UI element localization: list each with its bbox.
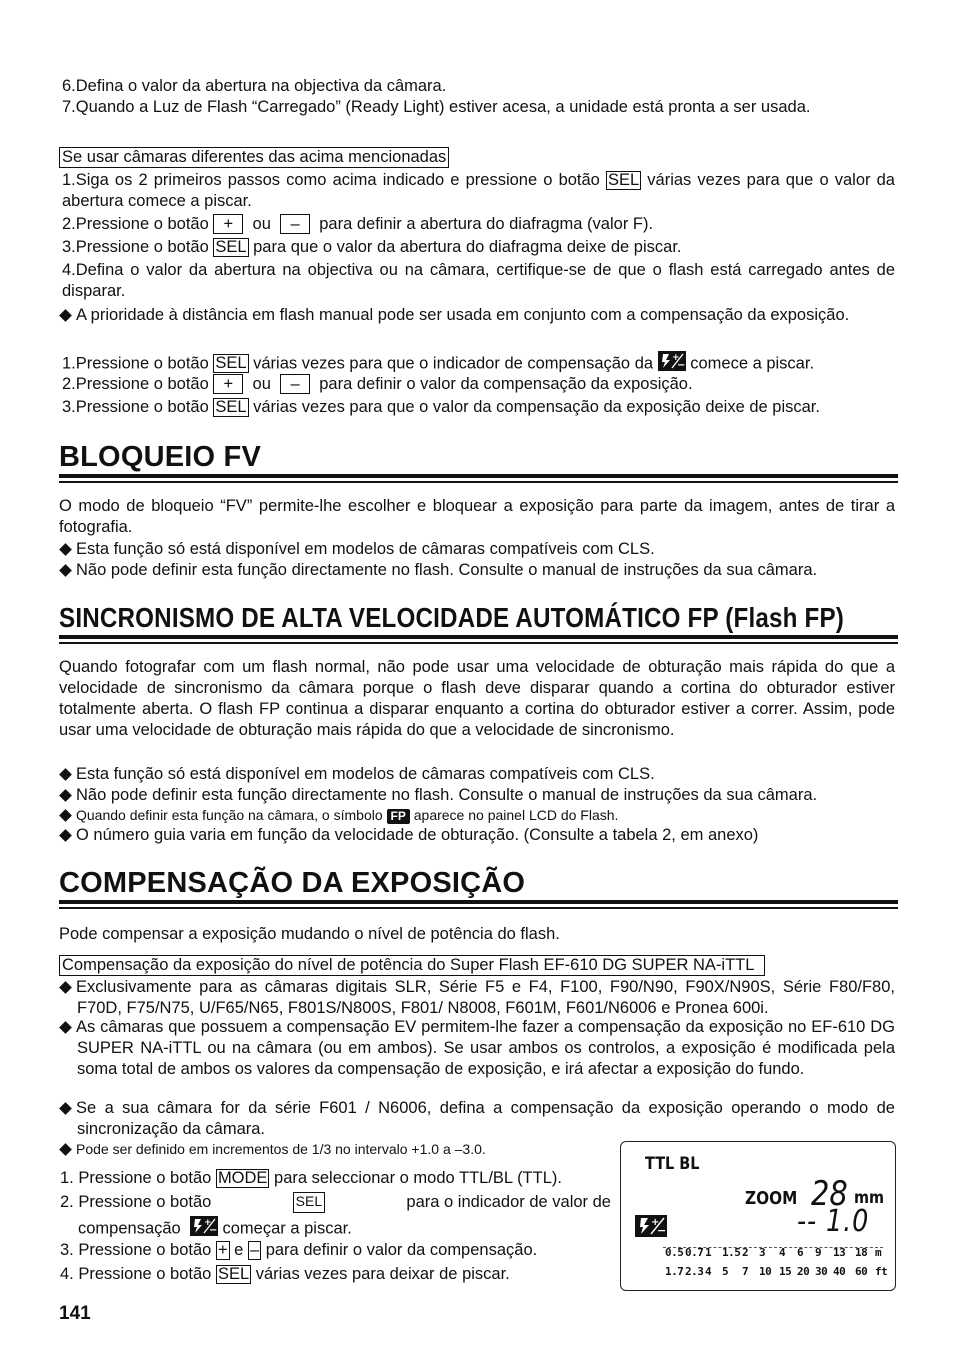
svg-text:+: + — [651, 1217, 660, 1228]
fp-sync-heading: SINCRONISMO DE ALTA VELOCIDADE AUTOMÁTICO FP (Flash FP) — [59, 602, 845, 633]
svg-text:+: + — [671, 353, 680, 363]
lcd-zoom-label: ZOOM — [745, 1188, 798, 1209]
section-rule — [59, 900, 898, 904]
lcd-scale-value: 0.7 — [685, 1246, 704, 1259]
section-rule — [59, 635, 898, 639]
diamond-bullet-icon — [59, 543, 72, 556]
lcd-scale-value: 15 — [779, 1265, 792, 1278]
diamond-bullet-icon — [59, 564, 72, 577]
sel-key-label: SEL — [215, 398, 247, 416]
section-rule — [59, 481, 898, 483]
exposure-step-4: 4. Pressione o botão SEL várias vezes para deixar de piscar. — [60, 1265, 510, 1283]
lcd-panel — [620, 1141, 896, 1291]
lcd-scale-value: 7 — [742, 1265, 749, 1278]
fv-lock-heading: BLOQUEIO FV — [59, 441, 261, 473]
svg-text:−: − — [676, 360, 686, 371]
priority-step-2: 2.Pressione o botão + ou – para definir o valor da compensação da exposição. — [62, 375, 693, 393]
exposure-step-1: 1. Pressione o botão MODE para seleccionar o modo TTL/BL (TTL). — [60, 1169, 562, 1187]
lcd-zoom-value: 28 — [811, 1174, 848, 1214]
lcd-scale-value: 4 — [779, 1246, 786, 1259]
priority-note: A prioridade à distância em flash manual pode ser usada em conjunto com a compensação da exposição. — [59, 305, 895, 326]
minus-key-label: – — [280, 214, 310, 234]
minus-key-label: – — [249, 1241, 260, 1259]
diamond-bullet-icon — [59, 981, 72, 994]
minus-key-label: – — [280, 374, 310, 394]
lcd-scale-value: 13 — [833, 1246, 846, 1259]
other-cameras-box-title: Se usar câmaras diferentes das acima mencionadas — [59, 147, 449, 168]
lcd-scale-value: 60 — [855, 1265, 868, 1278]
exposure-comp-bullet-small: Pode ser definido em incrementos de 1/3 no intervalo +1.0 a –3.0. — [59, 1139, 895, 1160]
fp-symbol-icon: FP — [387, 809, 410, 824]
lcd-scale-value: m — [875, 1246, 882, 1259]
other-cameras-step-4: 4.Defina o valor da abertura na objectiva ou na câmara, certifique-se de que o flash está carregado antes de disparar. — [62, 261, 895, 300]
diamond-bullet-icon — [59, 1143, 72, 1156]
diamond-bullet-icon — [59, 768, 72, 781]
lcd-scale-value: ft — [875, 1265, 888, 1278]
flash-compensation-icon — [190, 1216, 218, 1242]
exposure-step-2: 2. Pressione o botão SEL para o indicador de valor de — [60, 1193, 611, 1211]
priority-step-3: 3.Pressione o botão SEL várias vezes para que o valor da compensação da exposição deixe de piscar. — [62, 398, 820, 416]
lcd-mode: TTL BL — [645, 1154, 700, 1174]
list-item-7: 7.Quando a Luz de Flash “Carregado” (Ready Light) estiver acesa, a unidade está pronta a ser usada. — [62, 98, 811, 116]
sel-key-label: SEL — [607, 171, 640, 189]
lcd-scale-value: 18 — [855, 1246, 868, 1259]
plus-key-label: + — [213, 214, 243, 234]
sel-key-label: SEL — [215, 238, 247, 256]
lcd-scale-value: 1.7 — [665, 1265, 684, 1278]
exposure-step-2-cont: compensação + − começar a piscar. — [78, 1216, 895, 1242]
sel-key-label: SEL — [293, 1192, 325, 1213]
list-item-6: 6.Defina o valor da abertura na objectiva da câmara. — [62, 77, 447, 95]
svg-text:−: − — [657, 1224, 667, 1237]
svg-text:+: + — [203, 1218, 212, 1228]
lcd-scale-value: 1.5 — [722, 1246, 741, 1259]
exposure-comp-bullet: Se a sua câmara for da série F601 / N6006, defina a compensação da exposição operando o modo de sincronização da câmara. — [59, 1098, 895, 1140]
plus-key-label: + — [213, 374, 243, 394]
sel-key-label: SEL — [215, 354, 247, 373]
page-number: 141 — [59, 1303, 91, 1324]
plus-key-label: + — [217, 1241, 228, 1259]
fp-sync-bullet: Quando definir esta função na câmara, o símbolo FP aparece no painel LCD do Flash. — [59, 805, 895, 826]
diamond-bullet-icon — [59, 1021, 72, 1034]
diamond-bullet-icon — [59, 309, 72, 322]
lcd-scale-value: 9 — [815, 1246, 822, 1259]
exposure-comp-bullet: Exclusivamente para as câmaras digitais SLR, Série F5 e F4, F100, F90/N90, F90X/N90S, Série F80/F80, F70D, F75/N75, U/F65/N65, F801S/N800S, F801/ N8008, F601M, F601/N6006 e Pronea 600i. — [59, 977, 895, 1019]
lcd-scale-value: 30 — [815, 1265, 828, 1278]
lcd-scale-value: 5 — [722, 1265, 729, 1278]
lcd-scale-value: 2.3 — [685, 1265, 704, 1278]
fv-lock-intro: O modo de bloqueio “FV” permite-lhe escolher e bloquear a exposição para parte da imagem, antes de tirar a fotografia. — [59, 497, 895, 536]
section-rule — [59, 642, 898, 644]
fv-lock-bullet: Esta função só está disponível em modelos de câmaras compatíveis com CLS. — [59, 539, 895, 560]
fp-sync-bullet: Esta função só está disponível em modelos de câmaras compatíveis com CLS. — [59, 764, 895, 785]
lcd-scale-value: 3 — [759, 1246, 766, 1259]
svg-text:−: − — [208, 1225, 218, 1236]
sel-key-label: SEL — [217, 1265, 250, 1283]
exposure-step-3: 3. Pressione o botão + e – para definir o valor da compensação. — [60, 1241, 538, 1259]
exposure-comp-intro: Pode compensar a exposição mudando o nível de potência do flash. — [59, 925, 560, 943]
lcd-scale-value: 4 — [705, 1265, 712, 1278]
lcd-comp-value: -- 1.0 — [797, 1204, 870, 1239]
section-rule — [59, 907, 898, 909]
other-cameras-step-2: 2.Pressione o botão + ou – para definir a abertura do diafragma (valor F). — [62, 215, 654, 233]
mode-key-label: MODE — [217, 1169, 268, 1187]
lcd-zoom-unit: mm — [854, 1188, 885, 1208]
fp-sync-bullet: Não pode definir esta função directamente no flash. Consulte o manual de instruções da sua câmara. — [59, 785, 895, 806]
lcd-scale-value: 1 — [705, 1246, 712, 1259]
lcd-scale-value: 2 — [742, 1246, 749, 1259]
diamond-bullet-icon — [59, 829, 72, 842]
priority-step-1: 1.Pressione o botão SEL várias vezes para que o indicador de compensação da + − comece a piscar. — [62, 351, 914, 377]
diamond-bullet-icon — [59, 809, 72, 822]
lcd-scale-value: 0.5 — [665, 1246, 684, 1259]
fv-lock-bullet: Não pode definir esta função directamente no flash. Consulte o manual de instruções da sua câmara. — [59, 560, 895, 581]
lcd-scale-value: 20 — [797, 1265, 810, 1278]
diamond-bullet-icon — [59, 1102, 72, 1115]
lcd-scale-value: 6 — [797, 1246, 804, 1259]
exposure-comp-heading: COMPENSAÇÃO DA EXPOSIÇÃO — [59, 867, 526, 899]
section-rule — [59, 474, 898, 478]
fp-sync-intro: Quando fotografar com um flash normal, não pode usar uma velocidade de obturação mais rápida do que a velocidade de sincronismo da câmara porque o flash deve disparar quando a cortina do obturador estiver totalmente aberta. O flash FP continua a disparar enquanto a cortina do obturador estiver a correr. Assim, pode usar uma velocidade de obturação mais rápida do que a velocidade de sincronismo. — [59, 658, 895, 739]
exposure-comp-box-title: Compensação da exposição do nível de potência do Super Flash EF-610 DG SUPER NA-iTTL — [59, 955, 765, 976]
fp-sync-bullet: O número guia varia em função da velocidade de obturação. (Consulte a tabela 2, em anexo) — [59, 825, 895, 846]
exposure-comp-bullet: As câmaras que possuem a compensação EV permitem-lhe fazer a compensação da exposição no EF-610 DG SUPER NA-iTTL ou na câmara (ou em ambos). Se usar ambos os controlos, a exposição é modificada pela soma total de ambos os valores da compensação de exposição, e irá afectar a exposição do fundo. — [59, 1017, 895, 1080]
lcd-scale-value: 40 — [833, 1265, 846, 1278]
lcd-scale-value: 10 — [759, 1265, 772, 1278]
other-cameras-step-3: 3.Pressione o botão SEL para que o valor da abertura do diafragma deixe de piscar. — [62, 238, 682, 256]
other-cameras-step-1: 1.Siga os 2 primeiros passos como acima indicado e pressione o botão SEL várias vezes para que o valor da abertura comece a piscar. — [62, 171, 895, 210]
diamond-bullet-icon — [59, 789, 72, 802]
lcd-flash-compensation-icon — [635, 1215, 667, 1242]
